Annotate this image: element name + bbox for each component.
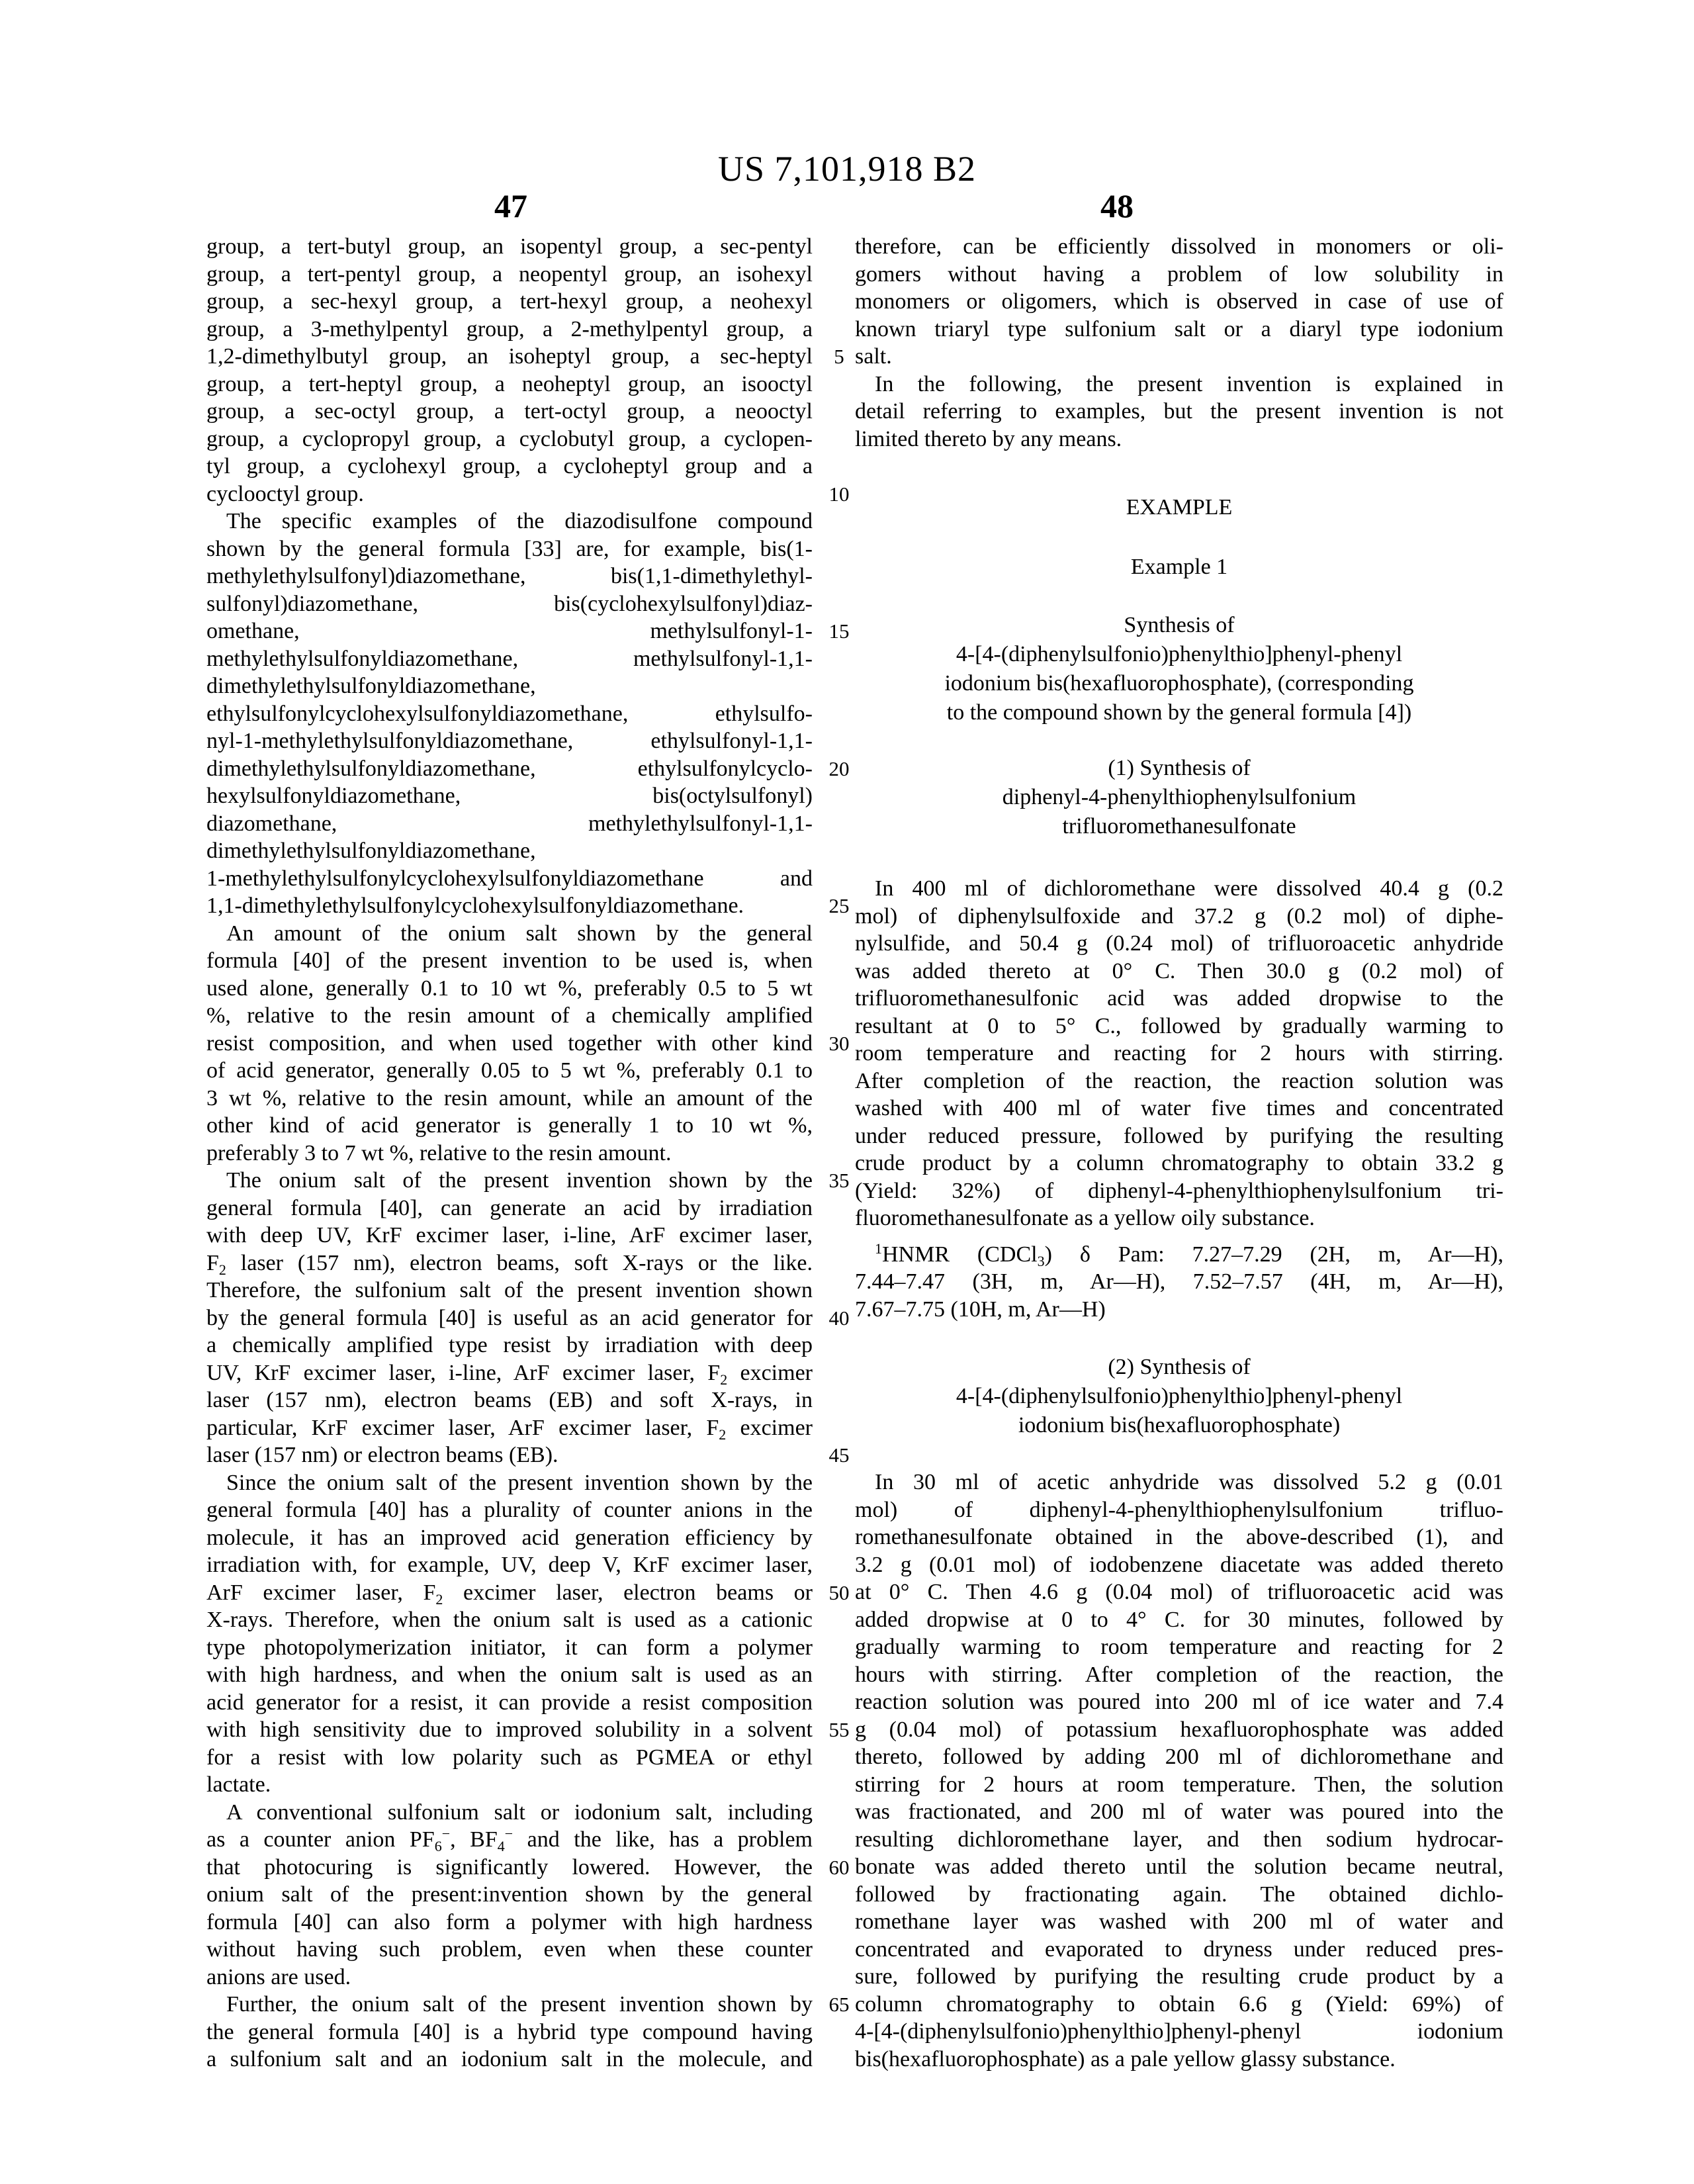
- text-line: 7.44–7.47 (3H, m, Ar—H), 7.52–7.57 (4H, m, Ar—H),: [855, 1269, 1503, 1294]
- spacer: [855, 453, 1503, 494]
- text-line: general formula [40], can generate an acid by irradiation: [206, 1195, 813, 1220]
- text-line: limited thereto by any means.: [855, 426, 1122, 451]
- heading-line: 4-[4-(diphenylsulfonio)phenylthio]phenyl-phenyl: [956, 642, 1403, 666]
- text-line: In 400 ml of dichloromethane were dissolved 40.4 g (0.2: [875, 876, 1503, 901]
- text-line: as a counter anion $PF_6^-$, $BF_4^-$ and the like, has a problem: [206, 1826, 813, 1854]
- text-line: 1,2-dimethylbutyl group, an isoheptyl group, a sec-heptyl: [206, 344, 813, 369]
- text-line: sulfonyl)diazomethane, bis(cyclohexylsulfonyl)diaz-: [206, 591, 813, 616]
- text-line: group, a tert-butyl group, an isopentyl group, a sec-pentyl: [206, 234, 813, 259]
- text-line: omethane, methylsulfonyl-1-: [206, 619, 813, 643]
- text-line: bis(hexafluorophosphate) as a pale yellow glassy substance.: [855, 2046, 1396, 2071]
- text-line: that photocuring is significantly lowered. However, the: [206, 1854, 813, 1880]
- text-line: with high sensitivity due to improved solubility in a solvent: [206, 1717, 813, 1742]
- spacer: [855, 580, 1503, 611]
- heading-line: (1) Synthesis of: [1108, 756, 1251, 780]
- text-line: resulting dichloromethane layer, and then sodium hydrocar-: [855, 1827, 1503, 1852]
- text-line: shown by the general formula [33] are, for example, bis(1-: [206, 536, 813, 561]
- text-line: ethylsulfonylcyclohexylsulfonyldiazomethane, ethylsulfo-: [206, 701, 813, 726]
- text-line: resultant at 0 to 5° C., followed by gradually warming to: [855, 1013, 1503, 1038]
- text-line: trifluoromethanesulfonic acid was added dropwise to the: [855, 986, 1503, 1011]
- spacer: [855, 1323, 1503, 1353]
- text-line: 3 wt %, relative to the resin amount, while an amount of the: [206, 1085, 813, 1111]
- text-line: group, a sec-octyl group, a tert-octyl group, a neooctyl: [206, 399, 813, 424]
- left-column: [206, 233, 813, 2073]
- text-line: known triaryl type sulfonium salt or a diaryl type iodonium: [855, 316, 1503, 341]
- text-line: ArF excimer laser, $F_2$ excimer laser, electron beams or: [206, 1580, 813, 1606]
- text-line: The specific examples of the diazodisulfone compound: [226, 509, 813, 533]
- text-line: room temperature and reacting for 2 hours with stirring.: [855, 1041, 1503, 1066]
- text-line: column chromatography to obtain 6.6 g (Yield: 69%) of: [855, 1991, 1503, 2017]
- text-line: salt.: [855, 344, 892, 369]
- text-line: 1-methylethylsulfonylcyclohexylsulfonyldiazomethane and: [206, 866, 813, 891]
- text-line: hexylsulfonyldiazomethane, bis(octylsulfonyl): [206, 784, 813, 808]
- text-line: tyl group, a cyclohexyl group, a cycloheptyl group and a: [206, 454, 813, 478]
- spacer: [855, 841, 1503, 875]
- right-column-page-number: 48: [1100, 187, 1134, 224]
- line-number: 60: [828, 1855, 850, 1879]
- text-line: romethane layer was washed with 200 ml of water and: [855, 1909, 1503, 1934]
- text-line: monomers or oligomers, which is observed in case of use of: [855, 289, 1503, 314]
- text-line: UV, KrF excimer laser, i-line, ArF excimer laser, $F_2$ excimer: [206, 1360, 813, 1387]
- text-line: methylethylsulfonyl)diazomethane, bis(1,1-dimethylethyl-: [206, 564, 813, 588]
- heading-line: Example 1: [1130, 554, 1228, 579]
- text-line: romethanesulfonate obtained in the above-described (1), and: [855, 1525, 1503, 1549]
- text-line: the general formula [40] is a hybrid type compound having: [206, 2019, 813, 2044]
- text-line: g (0.04 mol) of potassium hexafluorophosphate was added: [855, 1717, 1503, 1742]
- text-line: of acid generator, generally 0.05 to 5 wt %, preferably 0.1 to: [206, 1058, 813, 1083]
- text-line: onium salt of the present:invention shown by the general: [206, 1882, 813, 1907]
- line-number: 15: [828, 619, 850, 643]
- text-line: other kind of acid generator is generally 1 to 10 wt %,: [206, 1113, 813, 1138]
- text-line: cyclooctyl group.: [206, 481, 364, 506]
- text-line: therefore, can be efficiently dissolved in monomers or oli-: [855, 234, 1503, 259]
- heading-line: diphenyl-4-phenylthiophenylsulfonium: [1002, 785, 1357, 809]
- text-line: with high hardness, and when the onium salt is used as an: [206, 1662, 813, 1687]
- line-number: 30: [828, 1031, 850, 1055]
- text-line: sure, followed by purifying the resulting crude product by a: [855, 1964, 1503, 1989]
- text-line: group, a tert-pentyl group, a neopentyl group, an isohexyl: [206, 261, 813, 287]
- text-line: laser (157 nm) or electron beams (EB).: [206, 1443, 558, 1467]
- heading-line: iodonium bis(hexafluorophosphate), (corresponding: [944, 671, 1414, 696]
- text-line: preferably 3 to 7 wt %, relative to the resin amount.: [206, 1140, 672, 1165]
- text-line: followed by fractionating again. The obtained dichlo-: [855, 1882, 1503, 1907]
- text-line: without having such problem, even when these counter: [206, 1937, 813, 1962]
- text-line: diazomethane, methylethylsulfonyl-1,1-: [206, 811, 813, 836]
- text-line: The onium salt of the present invention shown by the: [226, 1168, 813, 1193]
- text-line: (Yield: 32%) of diphenyl-4-phenylthiophenylsulfonium tri-: [855, 1178, 1503, 1203]
- text-line: $^1$HNMR (CDCl$_3$) δ Pam: 7.27–7.29 (2H, m, Ar—H),: [875, 1240, 1503, 1268]
- text-line: irradiation with, for example, UV, deep V, KrF excimer laser,: [206, 1553, 813, 1577]
- text-line: at 0° C. Then 4.6 g (0.04 mol) of trifluoroacetic acid was: [855, 1580, 1503, 1604]
- text-line: thereto, followed by adding 200 ml of dichloromethane and: [855, 1745, 1503, 1769]
- text-line: nyl-1-methylethylsulfonyldiazomethane, ethylsulfonyl-1,1-: [206, 729, 813, 753]
- text-line: hours with stirring. After completion of the reaction, the: [855, 1662, 1503, 1687]
- text-line: mol) of diphenylsulfoxide and 37.2 g (0.2 mol) of diphe-: [855, 903, 1503, 929]
- text-line: Therefore, the sulfonium salt of the present invention shown: [206, 1278, 813, 1302]
- text-line: stirring for 2 hours at room temperature. Then, the solution: [855, 1772, 1503, 1797]
- text-line: formula [40] of the present invention to be used is, when: [206, 948, 813, 973]
- text-line: bonate was added thereto until the solution became neutral,: [855, 1854, 1503, 1879]
- line-number: 5: [834, 345, 844, 368]
- text-line: X-rays. Therefore, when the onium salt is used as a cationic: [206, 1608, 813, 1632]
- text-line: dimethylethylsulfonyldiazomethane, ethylsulfonylcyclo-: [206, 756, 813, 781]
- text-line: 1,1-dimethylethylsulfonylcyclohexylsulfonyldiazomethane.: [206, 893, 744, 918]
- text-line: was fractionated, and 200 ml of water was poured into the: [855, 1799, 1503, 1824]
- text-line: After completion of the reaction, the reaction solution was: [855, 1068, 1503, 1093]
- text-line: reaction solution was poured into 200 ml of ice water and 7.4: [855, 1690, 1503, 1714]
- text-line: $F_2$ laser (157 nm), electron beams, soft X-rays or the like.: [206, 1250, 813, 1277]
- text-line: group, a 3-methylpentyl group, a 2-methylpentyl group, a: [206, 316, 813, 341]
- text-line: general formula [40] has a plurality of counter anions in the: [206, 1498, 813, 1522]
- text-line: for a resist with low polarity such as PGMEA or ethyl: [206, 1745, 813, 1770]
- heading-line: iodonium bis(hexafluorophosphate): [1018, 1413, 1341, 1437]
- text-line: 4-[4-(diphenylsulfonio)phenylthio]phenyl-phenyl iodonium: [855, 2019, 1503, 2044]
- text-line: group, a tert-heptyl group, a neoheptyl group, an isooctyl: [206, 371, 813, 396]
- text-line: anions are used.: [206, 1964, 351, 1989]
- patent-number: US 7,101,918 B2: [717, 149, 977, 189]
- text-line: In the following, the present invention is explained in: [875, 371, 1503, 396]
- line-number: 55: [828, 1718, 850, 1741]
- text-line: lactate.: [206, 1772, 271, 1797]
- heading-line: EXAMPLE: [1126, 495, 1233, 520]
- text-line: methylethylsulfonyldiazomethane, methylsulfonyl-1,1-: [206, 646, 813, 671]
- text-line: dimethylethylsulfonyldiazomethane,: [206, 839, 536, 863]
- text-line: under reduced pressure, followed by purifying the resulting: [855, 1123, 1503, 1148]
- text-line: washed with 400 ml of water five times and concentrated: [855, 1096, 1503, 1120]
- heading-line: to the compound shown by the general formula [4]): [946, 700, 1412, 725]
- text-line: a sulfonium salt and an iodonium salt in the molecule, and: [206, 2047, 813, 2071]
- line-number: 25: [828, 894, 850, 917]
- text-line: acid generator for a resist, it can provide a resist composition: [206, 1690, 813, 1715]
- text-line: 3.2 g (0.01 mol) of iodobenzene diacetate was added thereto: [855, 1552, 1503, 1577]
- text-line: 7.67–7.75 (10H, m, Ar—H): [855, 1297, 1106, 1322]
- text-line: used alone, generally 0.1 to 10 wt %, preferably 0.5 to 5 wt: [206, 976, 813, 1001]
- spacer: [855, 1440, 1503, 1469]
- text-line: was added thereto at 0° C. Then 30.0 g (0.2 mol) of: [855, 958, 1503, 983]
- line-number: 50: [828, 1580, 850, 1604]
- line-number: 10: [828, 482, 850, 506]
- spacer: [855, 522, 1503, 553]
- text-line: added dropwise at 0 to 4° C. for 30 minutes, followed by: [855, 1607, 1503, 1632]
- text-line: a chemically amplified type resist by irradiation with deep: [206, 1333, 813, 1357]
- heading-line: (2) Synthesis of: [1108, 1355, 1251, 1379]
- line-number: 20: [828, 756, 850, 780]
- line-number: 45: [828, 1443, 850, 1467]
- text-line: A conventional sulfonium salt or iodonium salt, including: [226, 1799, 813, 1825]
- text-line: by the general formula [40] is useful as an acid generator for: [206, 1305, 813, 1330]
- text-line: fluoromethanesulfonate as a yellow oily substance.: [855, 1206, 1315, 1230]
- text-line: dimethylethylsulfonyldiazomethane,: [206, 674, 536, 698]
- heading-line: 4-[4-(diphenylsulfonio)phenylthio]phenyl-phenyl: [956, 1384, 1403, 1408]
- spacer: [855, 727, 1503, 754]
- text-line: In 30 ml of acetic anhydride was dissolved 5.2 g (0.01: [875, 1470, 1503, 1494]
- spacer: [855, 1232, 1503, 1241]
- line-number: 40: [828, 1306, 850, 1330]
- text-line: formula [40] can also form a polymer with high hardness: [206, 1909, 813, 1934]
- text-line: nylsulfide, and 50.4 g (0.24 mol) of trifluoroacetic anhydride: [855, 931, 1503, 956]
- right-column: [855, 233, 1503, 2073]
- text-line: resist composition, and when used together with other kind: [206, 1030, 813, 1056]
- text-line: concentrated and evaporated to dryness under reduced pres-: [855, 1936, 1503, 1962]
- text-line: detail referring to examples, but the present invention is not: [855, 399, 1503, 424]
- text-line: An amount of the onium salt shown by the general: [226, 921, 813, 946]
- text-line: group, a cyclopropyl group, a cyclobutyl group, a cyclopen-: [206, 426, 813, 451]
- heading-line: trifluoromethanesulfonate: [1062, 814, 1296, 839]
- text-line: type photopolymerization initiator, it can form a polymer: [206, 1635, 813, 1660]
- heading-line: Synthesis of: [1124, 613, 1235, 637]
- text-line: laser (157 nm), electron beams (EB) and soft X-rays, in: [206, 1388, 813, 1412]
- text-line: Further, the onium salt of the present invention shown by: [226, 1992, 813, 2017]
- text-line: gradually warming to room temperature and reacting for 2: [855, 1635, 1503, 1659]
- line-number: 65: [828, 1993, 850, 2016]
- text-line: crude product by a column chromatography to obtain 33.2 g: [855, 1151, 1503, 1175]
- text-line: %, relative to the resin amount of a chemically amplified: [206, 1003, 813, 1028]
- line-number: 35: [828, 1169, 850, 1192]
- text-line: Since the onium salt of the present invention shown by the: [226, 1470, 813, 1495]
- text-line: gomers without having a problem of low solubility in: [855, 261, 1503, 287]
- text-line: mol) of diphenyl-4-phenylthiophenylsulfonium trifluo-: [855, 1497, 1503, 1522]
- text-line: molecule, it has an improved acid generation efficiency by: [206, 1525, 813, 1550]
- text-line: with deep UV, KrF excimer laser, i-line, ArF excimer laser,: [206, 1223, 813, 1248]
- text-line: group, a sec-hexyl group, a tert-hexyl group, a neohexyl: [206, 289, 813, 314]
- text-line: particular, KrF excimer laser, ArF excimer laser, $F_2$ excimer: [206, 1415, 813, 1441]
- left-column-page-number: 47: [494, 187, 527, 224]
